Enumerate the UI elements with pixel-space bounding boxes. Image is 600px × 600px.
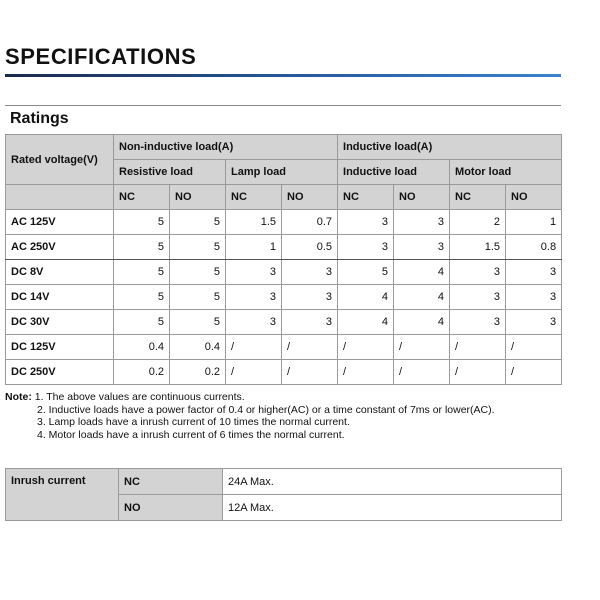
note-text: 1. The above values are continuous currents.: [34, 391, 245, 403]
rating-value-cell: /: [450, 360, 506, 385]
section-divider: [5, 105, 561, 106]
rating-value-cell: 5: [170, 310, 226, 335]
rating-value-cell: 5: [114, 310, 170, 335]
rating-value-cell: 3: [450, 285, 506, 310]
rating-value-cell: 3: [338, 235, 394, 260]
title-underline: [5, 74, 561, 77]
rating-value-cell: 0.5: [282, 235, 338, 260]
contact-header: NO: [282, 185, 338, 210]
rating-value-cell: /: [450, 335, 506, 360]
note-line: [5, 391, 495, 404]
page-title: SPECIFICATIONS: [5, 44, 197, 69]
table-row: [6, 310, 562, 335]
table-row: [6, 210, 562, 235]
rating-value-cell: /: [226, 360, 282, 385]
rating-value-cell: /: [394, 335, 450, 360]
rating-value-cell: 3: [282, 260, 338, 285]
rating-value-cell: 3: [282, 285, 338, 310]
rating-value-cell: 3: [506, 310, 562, 335]
table-row: [6, 260, 562, 285]
rating-value-cell: 3: [226, 310, 282, 335]
motor-load-header: Motor load: [450, 160, 562, 185]
ratings-table: [5, 134, 562, 385]
rating-value-cell: 5: [170, 235, 226, 260]
rated-voltage-cell: AC 125V: [6, 210, 114, 235]
rating-value-cell: 0.2: [170, 360, 226, 385]
rating-value-cell: 3: [506, 260, 562, 285]
rating-value-cell: /: [338, 360, 394, 385]
rating-value-cell: 4: [394, 285, 450, 310]
table-row: [6, 469, 562, 495]
rating-value-cell: 3: [450, 260, 506, 285]
rating-value-cell: 5: [170, 285, 226, 310]
rating-value-cell: 0.7: [282, 210, 338, 235]
inrush-value: 24A Max.: [223, 469, 562, 495]
rating-value-cell: 0.4: [170, 335, 226, 360]
rating-value-cell: 1: [506, 210, 562, 235]
rating-value-cell: 2: [450, 210, 506, 235]
rating-value-cell: 1.5: [450, 235, 506, 260]
rating-value-cell: 5: [338, 260, 394, 285]
rating-value-cell: 3: [394, 235, 450, 260]
rated-voltage-cell: DC 125V: [6, 335, 114, 360]
rating-value-cell: 0.2: [114, 360, 170, 385]
contact-header: NC: [450, 185, 506, 210]
note-text: 3. Lamp loads have a inrush current of 10 times the normal current.: [37, 416, 350, 429]
contact-header: NC: [226, 185, 282, 210]
rating-value-cell: /: [506, 335, 562, 360]
contact-header: NO: [506, 185, 562, 210]
rating-value-cell: 3: [282, 310, 338, 335]
rating-value-cell: 5: [114, 235, 170, 260]
rating-value-cell: 3: [506, 285, 562, 310]
rating-value-cell: 5: [170, 210, 226, 235]
rating-value-cell: 5: [170, 260, 226, 285]
non-inductive-header: Non-inductive load(A): [114, 135, 338, 160]
contact-header-row: [6, 185, 562, 210]
rating-value-cell: 1: [226, 235, 282, 260]
rating-value-cell: 0.8: [506, 235, 562, 260]
section-title: Ratings: [10, 110, 69, 127]
rating-value-cell: 3: [394, 210, 450, 235]
contact-header: NO: [170, 185, 226, 210]
blank-header-cell: [6, 185, 114, 210]
inductive-header: Inductive load(A): [338, 135, 562, 160]
note-label: Note:: [5, 391, 32, 403]
contact-header: NO: [394, 185, 450, 210]
rating-value-cell: /: [338, 335, 394, 360]
rating-value-cell: 3: [450, 310, 506, 335]
rated-voltage-cell: AC 250V: [6, 235, 114, 260]
contact-label: NO: [119, 495, 223, 521]
table-row: [6, 360, 562, 385]
table-row: [6, 285, 562, 310]
rating-value-cell: /: [282, 335, 338, 360]
resistive-load-header: Resistive load: [114, 160, 226, 185]
note-text: 4. Motor loads have a inrush current of 6 times the normal current.: [37, 428, 345, 441]
group-header-row: [6, 135, 562, 160]
contact-header: NC: [338, 185, 394, 210]
rated-voltage-cell: DC 250V: [6, 360, 114, 385]
rated-voltage-header: Rated voltage(V): [6, 135, 114, 185]
inrush-value: 12A Max.: [223, 495, 562, 521]
lamp-load-header: Lamp load: [226, 160, 338, 185]
note-text: 2. Inductive loads have a power factor of 0.4 or higher(AC) or a time constant of 7ms or lower(AC).: [37, 403, 495, 416]
rating-value-cell: 5: [114, 210, 170, 235]
rated-voltage-cell: DC 30V: [6, 310, 114, 335]
inductive-load-header: Inductive load: [338, 160, 450, 185]
rating-value-cell: 5: [114, 285, 170, 310]
inrush-current-table: [5, 468, 562, 521]
table-row: [6, 335, 562, 360]
rating-value-cell: 3: [338, 210, 394, 235]
inrush-current-label: Inrush current: [6, 469, 119, 521]
rating-value-cell: 4: [338, 310, 394, 335]
rating-value-cell: 5: [114, 260, 170, 285]
table-row: [6, 235, 562, 260]
rating-value-cell: 3: [226, 285, 282, 310]
rating-value-cell: /: [282, 360, 338, 385]
rating-value-cell: 4: [338, 285, 394, 310]
contact-label: NC: [119, 469, 223, 495]
rating-value-cell: 4: [394, 310, 450, 335]
rating-value-cell: 4: [394, 260, 450, 285]
rating-value-cell: 3: [226, 260, 282, 285]
rating-value-cell: 0.4: [114, 335, 170, 360]
notes-block: [5, 391, 495, 441]
rated-voltage-cell: DC 14V: [6, 285, 114, 310]
rating-value-cell: /: [226, 335, 282, 360]
rating-value-cell: /: [506, 360, 562, 385]
rating-value-cell: /: [394, 360, 450, 385]
rated-voltage-cell: DC 8V: [6, 260, 114, 285]
contact-header: NC: [114, 185, 170, 210]
rating-value-cell: 1.5: [226, 210, 282, 235]
